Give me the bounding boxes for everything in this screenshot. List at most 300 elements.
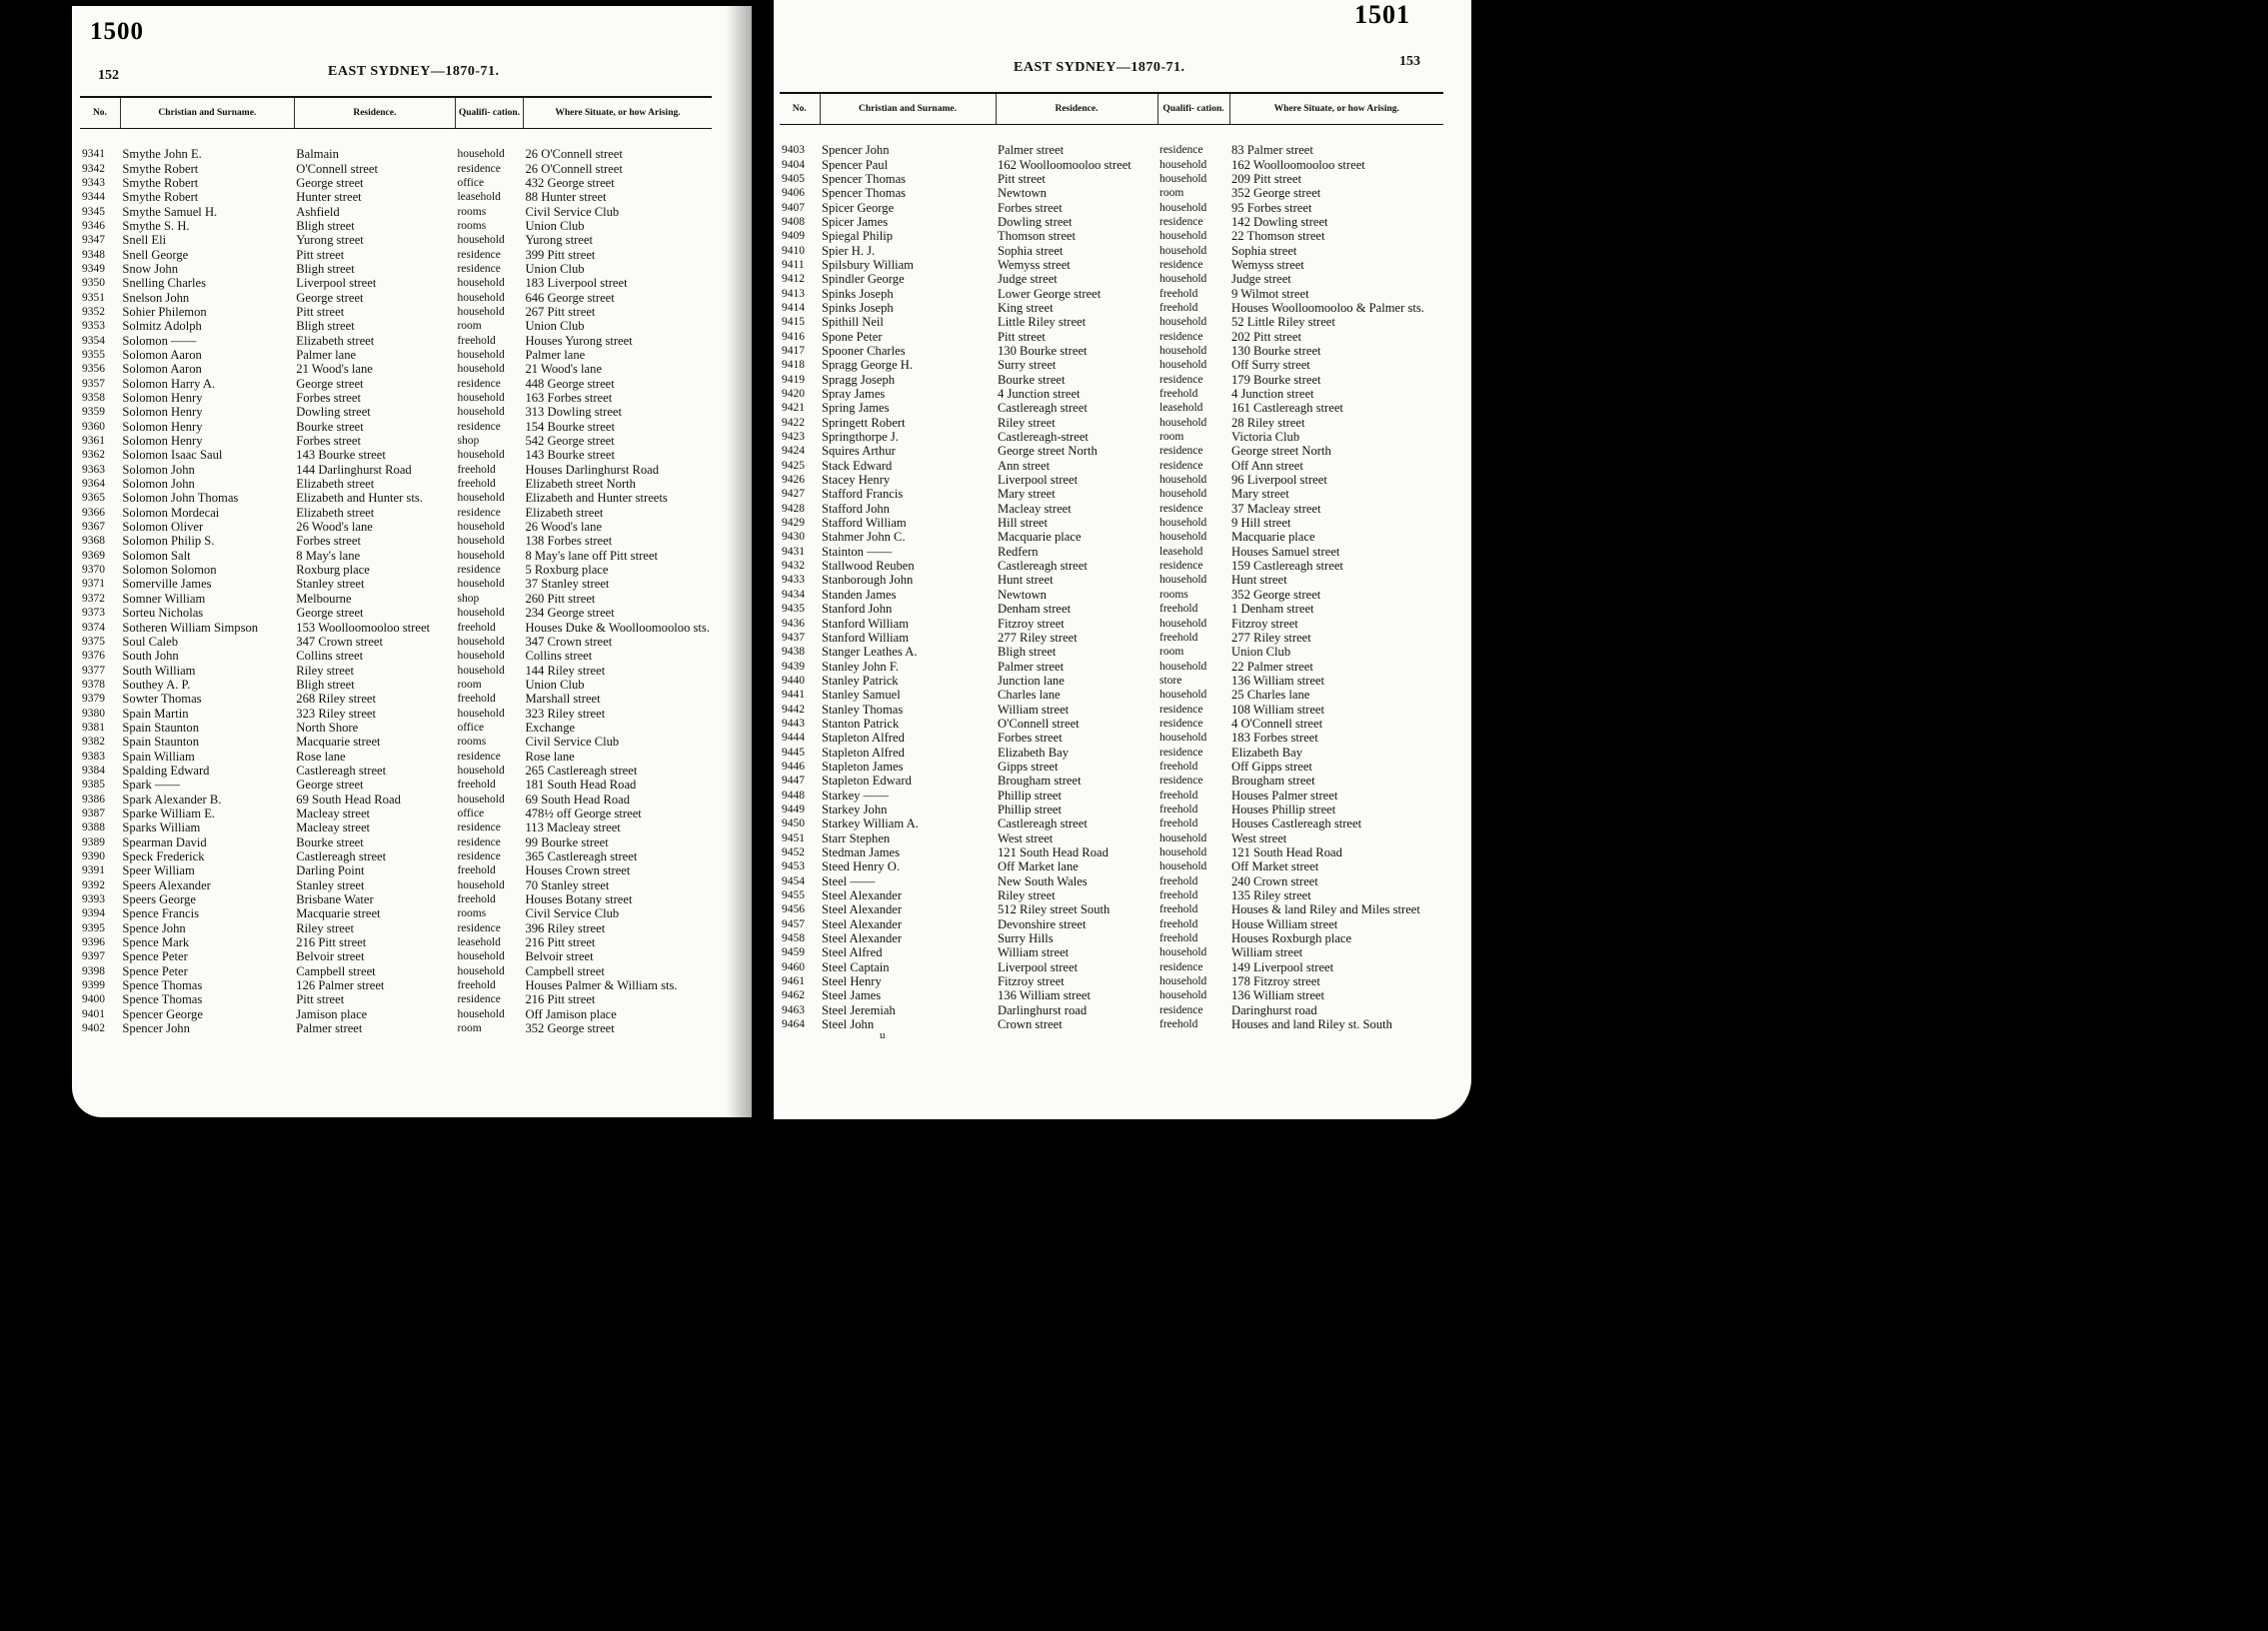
page-title-left: EAST SYDNEY—1870-71. [328, 64, 500, 79]
where-situate: Houses & land Riley and Miles street [1231, 902, 1420, 917]
where-situate: 22 Palmer street [1231, 659, 1313, 674]
residence: Castlereagh street [296, 763, 387, 778]
voter-number: 9372 [82, 592, 105, 605]
col-header-no: No. [780, 93, 820, 125]
voter-name: Solomon Oliver [122, 520, 204, 535]
header-row [780, 93, 1443, 125]
table-row [80, 820, 712, 834]
col-header-where-situate: Where Situate, or how Arising. [523, 97, 712, 129]
voter-number: 9361 [82, 435, 105, 448]
table-row [780, 816, 1443, 830]
page-title-right: EAST SYDNEY—1870-71. [1014, 60, 1185, 75]
qualification: household [457, 521, 505, 534]
table-row [80, 262, 712, 276]
residence: Bourke street [296, 834, 364, 849]
qualification: household [1159, 158, 1207, 171]
voter-name: Snow John [122, 261, 179, 276]
residence: Junction lane [998, 673, 1065, 688]
where-situate: Houses Roxburgh place [1231, 931, 1352, 946]
residence: Pitt street [998, 171, 1046, 186]
voter-number: 9441 [782, 689, 805, 702]
qualification: residence [457, 162, 501, 175]
qualification: freehold [457, 463, 496, 476]
qualification: rooms [457, 907, 487, 920]
voter-number: 9419 [782, 373, 805, 386]
qualification: freehold [457, 979, 496, 992]
residence: 21 Wood's lane [296, 362, 373, 377]
residence: Off Market lane [998, 859, 1079, 874]
table-row [80, 849, 712, 863]
table-row [80, 233, 712, 247]
voter-number: 9362 [82, 449, 105, 462]
qualification: household [1159, 244, 1207, 257]
qualification: residence [457, 377, 501, 390]
residence: Palmer street [998, 143, 1065, 158]
voter-name: Standen James [822, 587, 897, 602]
residence: 121 South Head Road [998, 845, 1109, 860]
voter-number: 9344 [82, 191, 105, 204]
where-situate: Off Market street [1231, 859, 1319, 874]
where-situate: 22 Thomson street [1231, 229, 1325, 244]
qualification: household [1159, 201, 1207, 214]
table-row [80, 129, 712, 162]
qualification: household [1159, 732, 1207, 745]
voter-name: Solomon Henry [122, 391, 203, 406]
voter-number: 9408 [782, 215, 805, 228]
voter-number: 9396 [82, 936, 105, 949]
where-situate: 646 George street [525, 290, 615, 305]
voter-number: 9423 [782, 431, 805, 444]
voter-name: Stanley Samuel [822, 688, 901, 703]
table-row [80, 921, 712, 935]
where-situate: 181 South Head Road [525, 778, 637, 793]
voter-name: Spithill Neil [822, 315, 884, 330]
voter-number: 9355 [82, 348, 105, 361]
table-row [780, 430, 1443, 444]
table-row [80, 706, 712, 720]
col-header-qualification: Qualifi- cation. [455, 97, 523, 129]
qualification: household [457, 277, 505, 290]
residence: Phillip street [998, 802, 1063, 816]
table-row [780, 788, 1443, 802]
qualification: residence [457, 835, 501, 848]
where-situate: Houses Woolloomooloo & Palmer sts. [1231, 300, 1424, 315]
where-situate: William street [1231, 945, 1303, 960]
qualification: residence [457, 993, 501, 1006]
voter-name: Stapleton Alfred [822, 731, 905, 746]
residence: Pitt street [296, 304, 345, 319]
qualification: residence [1159, 775, 1203, 788]
col-header-residence: Residence. [294, 97, 455, 129]
table-row [780, 988, 1443, 1002]
voter-number: 9379 [82, 693, 105, 706]
table-row [80, 290, 712, 304]
where-situate: Union Club [525, 261, 585, 276]
qualification: household [1159, 975, 1207, 988]
residence: Belvoir street [296, 949, 365, 964]
voter-name: Starkey —— [822, 788, 889, 803]
voter-number: 9384 [82, 764, 105, 777]
residence: Elizabeth street [296, 505, 375, 520]
voter-name: Solomon Salt [122, 548, 191, 563]
where-situate: Houses Phillip street [1231, 802, 1336, 816]
where-situate: Brougham street [1231, 774, 1315, 789]
table-row [80, 377, 712, 391]
residence: 130 Bourke street [998, 343, 1088, 358]
voter-number: 9354 [82, 334, 105, 347]
table-row [80, 190, 712, 204]
where-situate: 365 Castlereagh street [525, 849, 638, 864]
voter-number: 9417 [782, 344, 805, 357]
qualification: freehold [1159, 603, 1198, 616]
table-row [780, 616, 1443, 630]
voter-number: 9365 [82, 492, 105, 505]
where-situate: 542 George street [525, 434, 615, 449]
qualification: freehold [1159, 903, 1198, 916]
where-situate: Wemyss street [1231, 257, 1304, 272]
qualification: household [1159, 359, 1207, 372]
col-header-qualification: Qualifi- cation. [1157, 93, 1229, 125]
qualification: residence [1159, 703, 1203, 716]
voter-number: 9399 [82, 979, 105, 992]
residence: Sophia street [998, 243, 1064, 258]
page-curl-shadow [726, 0, 756, 1127]
where-situate: 161 Castlereagh street [1231, 401, 1343, 416]
residence: 126 Palmer street [296, 978, 385, 993]
table-row [780, 243, 1443, 257]
qualification: household [1159, 172, 1207, 185]
voter-number: 9402 [82, 1022, 105, 1035]
voter-name: South William [122, 663, 196, 678]
residence: Fitzroy street [998, 974, 1065, 989]
table-row [780, 717, 1443, 731]
qualification: freehold [1159, 917, 1198, 930]
qualification: freehold [1159, 631, 1198, 644]
qualification: rooms [457, 205, 487, 218]
roll-body-right [780, 125, 1443, 1032]
voter-number: 9420 [782, 388, 805, 401]
qualification: room [1159, 187, 1184, 200]
where-situate: Daringhurst road [1231, 1002, 1317, 1017]
residence: Melbourne [296, 591, 352, 606]
table-row [80, 835, 712, 849]
table-row [780, 859, 1443, 873]
voter-number: 9371 [82, 578, 105, 591]
voter-number: 9464 [782, 1018, 805, 1031]
residence: Macleay street [296, 820, 371, 835]
voter-number: 9459 [782, 946, 805, 959]
where-situate: Off Jamison place [525, 1006, 617, 1021]
voter-number: 9454 [782, 874, 805, 887]
table-row [780, 258, 1443, 272]
where-situate: Off Surry street [1231, 358, 1310, 373]
qualification: household [457, 764, 505, 777]
table-row [780, 674, 1443, 688]
residence: Thomson street [998, 229, 1076, 244]
where-situate: 130 Bourke street [1231, 343, 1321, 358]
voter-name: Steel Jeremiah [822, 1002, 896, 1017]
residence: 26 Wood's lane [296, 520, 373, 535]
table-row [80, 491, 712, 505]
voter-name: Solomon John Thomas [122, 491, 239, 506]
table-row [780, 831, 1443, 845]
voter-name: Sowter Thomas [122, 692, 202, 707]
voter-number: 9405 [782, 172, 805, 185]
voter-name: Solomon Aaron [122, 362, 202, 377]
roll-table-left [80, 96, 712, 1035]
voter-number: 9455 [782, 889, 805, 902]
voter-name: Smythe John E. [122, 147, 202, 162]
where-situate: 313 Dowling street [525, 405, 622, 420]
voter-number: 9461 [782, 975, 805, 988]
voter-number: 9449 [782, 803, 805, 816]
where-situate: 96 Liverpool street [1231, 473, 1327, 488]
where-situate: Belvoir street [525, 949, 594, 964]
table-row [80, 592, 712, 606]
voter-name: Speers George [122, 892, 196, 907]
voter-number: 9412 [782, 273, 805, 286]
voter-number: 9458 [782, 932, 805, 945]
voter-number: 9450 [782, 817, 805, 830]
residence: Darlinghurst road [998, 1002, 1088, 1017]
voter-name: Steel Alexander [822, 916, 903, 931]
residence: Bligh street [296, 218, 355, 233]
table-row [80, 204, 712, 218]
table-row [780, 286, 1443, 300]
qualification: residence [457, 262, 501, 275]
voter-name: Steel Captain [822, 959, 890, 974]
residence: Pitt street [998, 329, 1046, 344]
voter-name: Stanger Leathes A. [822, 645, 918, 660]
qualification: residence [1159, 330, 1203, 343]
table-row [780, 731, 1443, 745]
residence: Balmain [296, 147, 339, 162]
qualification: freehold [1159, 817, 1198, 830]
voter-name: Speer William [122, 863, 195, 878]
residence: Bligh street [296, 261, 355, 276]
qualification: shop [457, 435, 480, 448]
where-situate: 113 Macleay street [525, 820, 621, 835]
col-header-name: Christian and Surname. [820, 93, 996, 125]
table-row [780, 845, 1443, 859]
table-row [780, 229, 1443, 243]
where-situate: 352 George street [1231, 587, 1321, 602]
residence: 144 Darlinghurst Road [296, 462, 412, 477]
voter-number: 9397 [82, 950, 105, 963]
residence: Palmer lane [296, 347, 357, 362]
table-row [780, 631, 1443, 645]
residence: Forbes street [998, 731, 1063, 746]
table-row [780, 344, 1443, 358]
voter-number: 9356 [82, 363, 105, 376]
where-situate: 21 Wood's lane [525, 362, 603, 377]
table-row [80, 420, 712, 434]
voter-number: 9363 [82, 463, 105, 476]
voter-name: Solomon Solomon [122, 563, 217, 578]
residence: Stanley street [296, 577, 365, 592]
voter-number: 9436 [782, 617, 805, 630]
voter-name: Spray James [822, 387, 886, 402]
voter-number: 9447 [782, 775, 805, 788]
col-header-no: No. [80, 97, 120, 129]
residence: Macquarie street [296, 735, 381, 750]
voter-number: 9368 [82, 535, 105, 548]
residence: 136 William street [998, 988, 1091, 1003]
where-situate: 234 George street [525, 606, 615, 621]
voter-number: 9387 [82, 807, 105, 819]
voter-number: 9448 [782, 789, 805, 802]
voter-name: Stanford William [822, 616, 910, 631]
folio-stamp-left: 1500 [90, 18, 144, 45]
qualification: residence [457, 506, 501, 519]
voter-name: Snelson John [122, 290, 190, 305]
qualification: freehold [1159, 760, 1198, 773]
header-row [80, 97, 712, 129]
qualification: household [457, 1007, 505, 1020]
voter-name: Spain Staunton [122, 720, 200, 735]
voter-name: Steel James [822, 988, 882, 1003]
qualification: freehold [1159, 388, 1198, 401]
voter-name: Stanton Patrick [822, 716, 900, 731]
residence: Riley street [296, 920, 354, 935]
where-situate: 95 Forbes street [1231, 200, 1312, 215]
voter-number: 9395 [82, 921, 105, 934]
residence: Little Riley street [998, 315, 1087, 330]
voter-name: Stainton —— [822, 544, 893, 559]
voter-number: 9383 [82, 750, 105, 763]
where-situate: 478½ off George street [525, 806, 642, 820]
residence: Hunt street [998, 573, 1054, 588]
qualification: residence [457, 850, 501, 863]
voter-number: 9406 [782, 187, 805, 200]
voter-name: Solomon Harry A. [122, 376, 216, 391]
qualification: freehold [1159, 789, 1198, 802]
qualification: residence [1159, 373, 1203, 386]
where-situate: Houses Yurong street [525, 333, 633, 348]
voter-number: 9407 [782, 201, 805, 214]
voter-name: Solomon —— [122, 333, 197, 348]
table-row [780, 444, 1443, 458]
where-situate: 178 Fitzroy street [1231, 974, 1320, 989]
voter-number: 9410 [782, 244, 805, 257]
where-situate: 25 Charles lane [1231, 688, 1310, 703]
residence: Surry Hills [998, 931, 1054, 946]
voter-name: Spence Thomas [122, 978, 203, 993]
residence: Denham street [998, 602, 1072, 617]
voter-name: Stanford William [822, 630, 910, 645]
where-situate: 1 Denham street [1231, 602, 1314, 617]
voter-number: 9381 [82, 721, 105, 734]
qualification: household [1159, 660, 1207, 673]
where-situate: Yurong street [525, 233, 593, 248]
qualification: household [1159, 531, 1207, 544]
residence: Castlereagh street [296, 849, 387, 864]
where-situate: 4 O'Connell street [1231, 716, 1323, 731]
residence: Bourke street [296, 419, 364, 434]
table-row [80, 678, 712, 692]
residence: George street [296, 290, 364, 305]
qualification: household [457, 635, 505, 648]
voter-name: Solomon Henry [122, 419, 203, 434]
where-situate: Sophia street [1231, 243, 1297, 258]
qualification: household [457, 964, 505, 977]
where-situate: 162 Woolloomooloo street [1231, 157, 1365, 172]
voter-name: Starkey William A. [822, 816, 919, 831]
voter-number: 9425 [782, 459, 805, 472]
voter-name: Spain William [122, 749, 195, 764]
where-situate: 265 Castlereagh street [525, 763, 638, 778]
where-situate: 99 Bourke street [525, 834, 609, 849]
col-header-name: Christian and Surname. [120, 97, 294, 129]
voter-number: 9460 [782, 960, 805, 973]
where-situate: 8 May's lane off Pitt street [525, 548, 658, 563]
where-situate: 179 Bourke street [1231, 372, 1321, 387]
residence: Ashfield [296, 204, 340, 219]
where-situate: 5 Roxburg place [525, 563, 609, 578]
voter-number: 9375 [82, 635, 105, 648]
table-row [780, 573, 1443, 587]
voter-name: Somerville James [122, 577, 212, 592]
voter-name: Stanford John [822, 602, 893, 617]
qualification: household [1159, 574, 1207, 587]
qualification: freehold [457, 779, 496, 792]
qualification: residence [1159, 560, 1203, 573]
qualification: residence [457, 248, 501, 261]
qualification: residence [457, 921, 501, 934]
voter-number: 9392 [82, 878, 105, 891]
where-situate: 37 Macleay street [1231, 501, 1321, 516]
residence: Charles lane [998, 688, 1061, 703]
voter-name: Southey A. P. [122, 677, 191, 692]
voter-name: Spencer Thomas [822, 186, 907, 201]
qualification: office [457, 721, 485, 734]
where-situate: Union Club [525, 677, 585, 692]
table-row [80, 219, 712, 233]
residence: Newtown [998, 587, 1047, 602]
qualification: household [1159, 989, 1207, 1002]
where-situate: Houses and land Riley st. South [1231, 1017, 1392, 1032]
where-situate: Civil Service Club [525, 906, 620, 921]
residence: Crown street [998, 1017, 1063, 1032]
voter-number: 9374 [82, 621, 105, 634]
residence: Riley street [998, 415, 1056, 430]
voter-number: 9366 [82, 506, 105, 519]
residence: Liverpool street [998, 959, 1079, 974]
voter-number: 9415 [782, 316, 805, 329]
voter-name: Spicer George [822, 200, 895, 215]
qualification: freehold [457, 621, 496, 634]
residence: Riley street [998, 888, 1056, 903]
residence: Lower George street [998, 286, 1102, 301]
table-row [80, 506, 712, 520]
residence: Elizabeth street [296, 477, 375, 492]
where-situate: Exchange [525, 720, 576, 735]
residence: Campbell street [296, 963, 376, 978]
voter-number: 9377 [82, 664, 105, 677]
where-situate: 26 O'Connell street [525, 161, 623, 176]
voter-number: 9442 [782, 703, 805, 716]
table-row [780, 301, 1443, 315]
table-row [780, 774, 1443, 788]
table-row [780, 702, 1443, 716]
where-situate: 209 Pitt street [1231, 171, 1301, 186]
qualification: room [457, 1022, 482, 1035]
qualification: freehold [457, 864, 496, 877]
where-situate: West street [1231, 830, 1287, 845]
voter-number: 9424 [782, 445, 805, 458]
where-situate: 159 Castlereagh street [1231, 559, 1343, 574]
table-row [780, 545, 1443, 559]
